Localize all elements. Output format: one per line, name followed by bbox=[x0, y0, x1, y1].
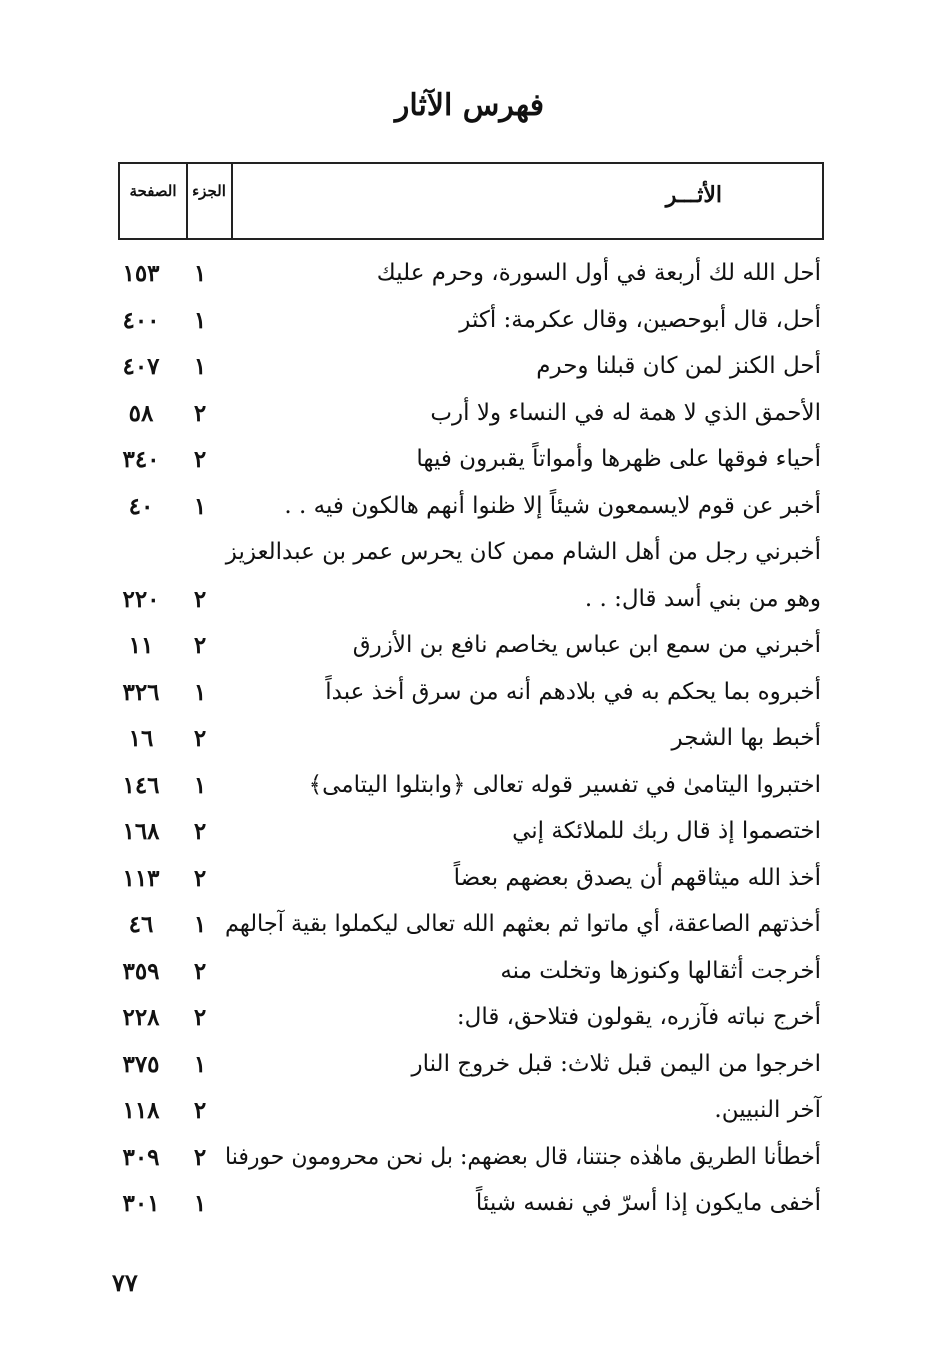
column-divider bbox=[186, 164, 188, 238]
header-volume: الجزء bbox=[192, 182, 226, 200]
page-reference: ٣٠١ bbox=[122, 1190, 160, 1217]
page-reference: ١٤٦ bbox=[122, 771, 160, 799]
volume-number: ١ bbox=[193, 306, 207, 334]
volume-number: ١ bbox=[193, 1050, 207, 1078]
volume-number: ١ bbox=[193, 911, 207, 938]
athar-text: آخر النبيين. bbox=[714, 1097, 821, 1123]
volume-number: ٢ bbox=[193, 864, 207, 892]
athar-text: أخفى مايكون إذا أسرّ في نفسه شيئاً bbox=[475, 1190, 821, 1216]
athar-text: الأحمق الذي لا همة له في النساء ولا أرب bbox=[430, 399, 821, 426]
list-item bbox=[0, 628, 939, 674]
volume-number: ٢ bbox=[193, 1004, 207, 1031]
page-reference: ٢٢٨ bbox=[122, 1004, 160, 1031]
page-reference: ٣٤٠ bbox=[122, 446, 160, 473]
athar-text: اختصموا إذ قال ربك للملائكة إني bbox=[512, 818, 821, 844]
list-item bbox=[0, 582, 939, 628]
volume-number: ٢ bbox=[193, 585, 207, 613]
column-divider bbox=[231, 164, 233, 238]
list-item bbox=[0, 721, 939, 767]
page-reference: ٤٠٠ bbox=[122, 306, 160, 334]
list-item bbox=[0, 954, 939, 1000]
volume-number: ٢ bbox=[193, 399, 207, 427]
athar-text: أحياء فوقها على ظهرها وأمواتاً يقبرون فيها bbox=[416, 446, 821, 472]
list-item bbox=[0, 1047, 939, 1093]
volume-number: ١ bbox=[193, 353, 207, 380]
list-item bbox=[0, 861, 939, 907]
athar-text: أخبر عن قوم لايسمعون شيئاً إلا ظنوا أنهم هالكون فيه . . bbox=[284, 492, 821, 519]
page-reference: ٢٢٠ bbox=[122, 585, 160, 613]
athar-text: أخرج نباته فآزره، يقولون فتلاحق، قال: bbox=[456, 1004, 821, 1030]
page-number: ٧٧ bbox=[112, 1268, 138, 1297]
page-reference: ١١٣ bbox=[122, 864, 160, 892]
athar-text: اختبروا اليتامىٰ في تفسير قوله تعالى ﴿وابتلوا اليتامى﴾ bbox=[308, 771, 821, 798]
list-item bbox=[0, 1000, 939, 1046]
volume-number: ١ bbox=[193, 260, 207, 287]
list-item bbox=[0, 489, 939, 535]
page-reference: ٥٨ bbox=[128, 399, 154, 427]
volume-number: ٢ bbox=[193, 818, 207, 845]
list-item bbox=[0, 907, 939, 953]
list-item bbox=[0, 1093, 939, 1139]
list-item bbox=[0, 1140, 939, 1186]
volume-number: ١ bbox=[193, 678, 207, 706]
page-reference: ١٥٣ bbox=[122, 260, 160, 287]
page-reference: ٤٠ bbox=[128, 492, 154, 520]
volume-number: ٢ bbox=[193, 957, 207, 985]
athar-text: أخبرني رجل من أهل الشام ممن كان يحرس عمر بن عبدالعزيز bbox=[225, 539, 821, 565]
page-reference: ٣٢٦ bbox=[122, 678, 160, 706]
list-item bbox=[0, 1186, 939, 1232]
volume-number: ١ bbox=[193, 771, 207, 799]
page-reference: ١١ bbox=[128, 632, 154, 659]
page-reference: ٣٥٩ bbox=[122, 957, 160, 985]
list-item bbox=[0, 396, 939, 442]
athar-text: أخرجت أثقالها وكنوزها وتخلت منه bbox=[500, 957, 821, 984]
volume-number: ٢ bbox=[193, 632, 207, 659]
athar-text: وهو من بني أسد قال: . . bbox=[584, 585, 821, 612]
athar-text: أخطأنا الطريق ماهٰذه جنتنا، قال بعضهم: بل نحن محرومون حورفنا bbox=[225, 1143, 821, 1170]
athar-text: أخبط بها الشجر bbox=[671, 725, 821, 751]
list-item bbox=[0, 675, 939, 721]
page-reference: ٣٠٩ bbox=[122, 1143, 160, 1171]
athar-text: أخذتهم الصاعقة، أي ماتوا ثم بعثهم الله تعالى ليكملوا بقية آجالهم bbox=[225, 911, 821, 937]
athar-text: أخبرني من سمع ابن عباس يخاصم نافع بن الأزرق bbox=[352, 632, 821, 658]
athar-text: أحل الله لك أربعة في أول السورة، وحرم عليك bbox=[376, 260, 821, 286]
page-reference: ١٦٨ bbox=[122, 818, 160, 845]
athar-text: اخرجوا من اليمن قبل ثلاث: قبل خروج النار bbox=[411, 1050, 821, 1077]
volume-number: ٢ bbox=[193, 725, 207, 752]
page-reference: ١١٨ bbox=[122, 1097, 160, 1124]
volume-number: ٢ bbox=[193, 1143, 207, 1171]
list-item bbox=[0, 535, 939, 581]
page-reference: ٤٦ bbox=[128, 911, 154, 938]
list-item bbox=[0, 442, 939, 488]
athar-text: أخبروه بما يحكم به في بلادهم أنه من سرق أخذ عبداً bbox=[325, 678, 821, 705]
page-title: فهرس الآثار bbox=[394, 88, 545, 123]
list-item bbox=[0, 814, 939, 860]
athar-text: أحل، قال أبوحصين، وقال عكرمة: أكثر bbox=[459, 306, 821, 333]
athar-text: أحل الكنز لمن كان قبلنا وحرم bbox=[536, 353, 821, 379]
page-reference: ٤٠٧ bbox=[122, 353, 160, 380]
list-item bbox=[0, 256, 939, 302]
list-item bbox=[0, 303, 939, 349]
volume-number: ١ bbox=[193, 1190, 207, 1217]
page-reference: ١٦ bbox=[128, 725, 154, 752]
header-page: الصفحة bbox=[129, 182, 177, 200]
athar-text: أخذ الله ميثاقهم أن يصدق بعضهم بعضاً bbox=[453, 864, 821, 891]
list-item bbox=[0, 349, 939, 395]
volume-number: ١ bbox=[193, 492, 207, 520]
list-item bbox=[0, 768, 939, 814]
volume-number: ٢ bbox=[193, 1097, 207, 1124]
header-athar: الأثـــر bbox=[665, 182, 722, 208]
page-reference: ٣٧٥ bbox=[122, 1050, 160, 1078]
volume-number: ٢ bbox=[193, 446, 207, 473]
table-header bbox=[118, 162, 824, 240]
